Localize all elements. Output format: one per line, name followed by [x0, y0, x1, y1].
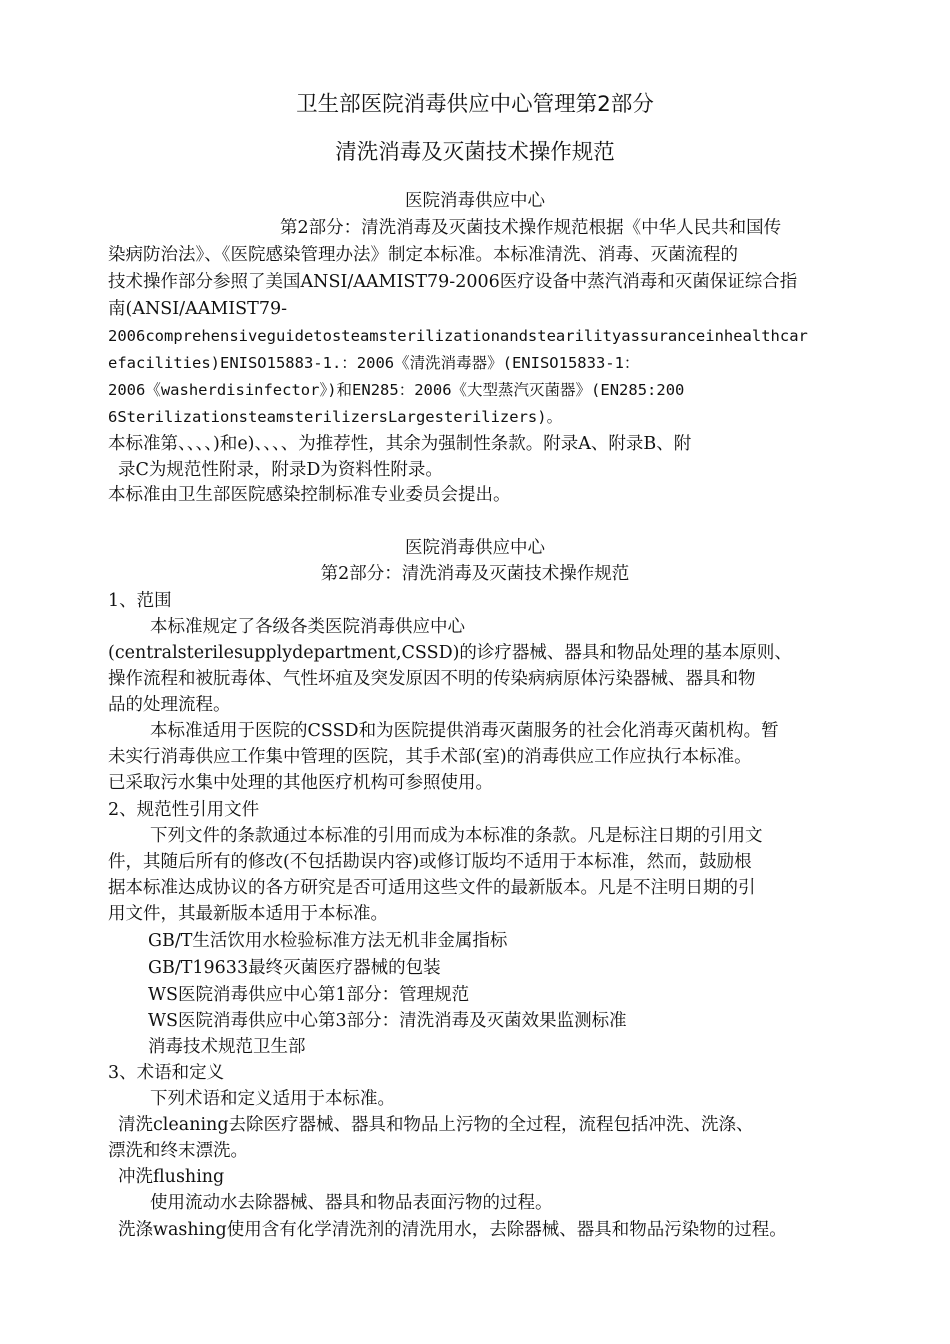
intro-line: 本标准第、、、、)和e)、、、、为推荐性，其余为强制性条款。附录A、附录B、附 [108, 434, 692, 454]
section-title: 1、范围 [108, 591, 172, 611]
document-title: 卫生部医院消毒供应中心管理第2部分 [296, 92, 654, 117]
section-header: 医院消毒供应中心 [405, 538, 545, 558]
paragraph-line: 漂洗和终末漂洗。 [108, 1141, 248, 1161]
paragraph-line: 已采取污水集中处理的其他医疗机构可参照使用。 [108, 773, 493, 793]
reference-item: WS医院消毒供应中心第1部分：管理规范 [148, 985, 470, 1005]
reference-item: WS医院消毒供应中心第3部分：清洗消毒及灭菌效果监测标准 [148, 1011, 627, 1031]
intro-line: 录C为规范性附录，附录D为资料性附录。 [118, 460, 443, 480]
intro-line: efacilities)ENISO15883-1.：2006《清洗消毒器》(ENISO15833-1： [108, 354, 640, 372]
intro-line: 南(ANSI/AAMIST79- [108, 299, 288, 319]
paragraph-line: 本标准规定了各级各类医院消毒供应中心 [150, 617, 465, 637]
intro-line: 2006comprehensiveguidetosteamsterilizationandstearilityassuranceinhealthcar [108, 327, 808, 345]
paragraph-line: 未实行消毒供应工作集中管理的医院，其手术部(室)的消毒供应工作应执行本标准。 [108, 747, 752, 767]
document-subtitle: 清洗消毒及灭菌技术操作规范 [335, 140, 615, 165]
intro-line: 本标准由卫生部医院感染控制标准专业委员会提出。 [108, 485, 511, 505]
paragraph-line: 下列文件的条款通过本标准的引用而成为本标准的条款。凡是标注日期的引用文 [150, 826, 763, 846]
section-title: 2、规范性引用文件 [108, 800, 260, 820]
intro-heading: 医院消毒供应中心 [405, 191, 545, 211]
reference-item: GB/T19633最终灭菌医疗器械的包装 [148, 958, 441, 978]
section-header-subtitle: 第2部分：清洗消毒及灭菌技术操作规范 [320, 564, 630, 584]
section-title: 3、术语和定义 [108, 1063, 225, 1083]
intro-line: 技术操作部分参照了美国ANSI/AAMIST79-2006医疗设备中蒸汽消毒和灭菌保证综合指 [108, 272, 798, 292]
paragraph-line: 使用流动水去除器械、器具和物品表面污物的过程。 [150, 1193, 553, 1213]
paragraph-line: 操作流程和被朊毒体、气性坏疽及突发原因不明的传染病病原体污染器械、器具和物 [108, 669, 756, 689]
paragraph-line: 据本标准达成协议的各方研究是否可适用这些文件的最新版本。凡是不注明日期的引 [108, 878, 756, 898]
intro-line: 第2部分：清洗消毒及灭菌技术操作规范根据《中华人民共和国传 [280, 218, 782, 238]
paragraph-line: 品的处理流程。 [108, 695, 231, 715]
term-definition: 洗涤washing使用含有化学清洗剂的清洗用水，去除器械、器具和物品污染物的过程。 [118, 1220, 787, 1240]
reference-item: 消毒技术规范卫生部 [148, 1037, 306, 1057]
intro-line: 染病防治法》、《医院感染管理办法》制定本标准。本标准清洗、消毒、灭菌流程的 [108, 245, 738, 265]
reference-item: GB/T生活饮用水检验标准方法无机非金属指标 [148, 931, 508, 951]
paragraph-line: 下列术语和定义适用于本标准。 [150, 1089, 395, 1109]
term-heading: 冲洗flushing [118, 1167, 225, 1187]
intro-line: 6SterilizationsteamsterilizersLargesterilizers)。 [108, 408, 563, 426]
paragraph-line: (centralsterilesupplydepartment,CSSD)的诊疗器械、器具和物品处理的基本原则、 [108, 643, 792, 663]
paragraph-line: 用文件，其最新版本适用于本标准。 [108, 904, 388, 924]
paragraph-line: 件，其随后所有的修改(不包括勘误内容)或修订版均不适用于本标准，然而，鼓励根 [108, 852, 752, 872]
intro-line: 2006《washerdisinfector》)和EN285：2006《大型蒸汽灭菌器》(EN285:200 [108, 381, 685, 399]
term-definition: 清洗cleaning去除医疗器械、器具和物品上污物的全过程，流程包括冲洗、洗涤、 [118, 1115, 754, 1135]
paragraph-line: 本标准适用于医院的CSSD和为医院提供消毒灭菌服务的社会化消毒灭菌机构。暂 [150, 721, 779, 741]
